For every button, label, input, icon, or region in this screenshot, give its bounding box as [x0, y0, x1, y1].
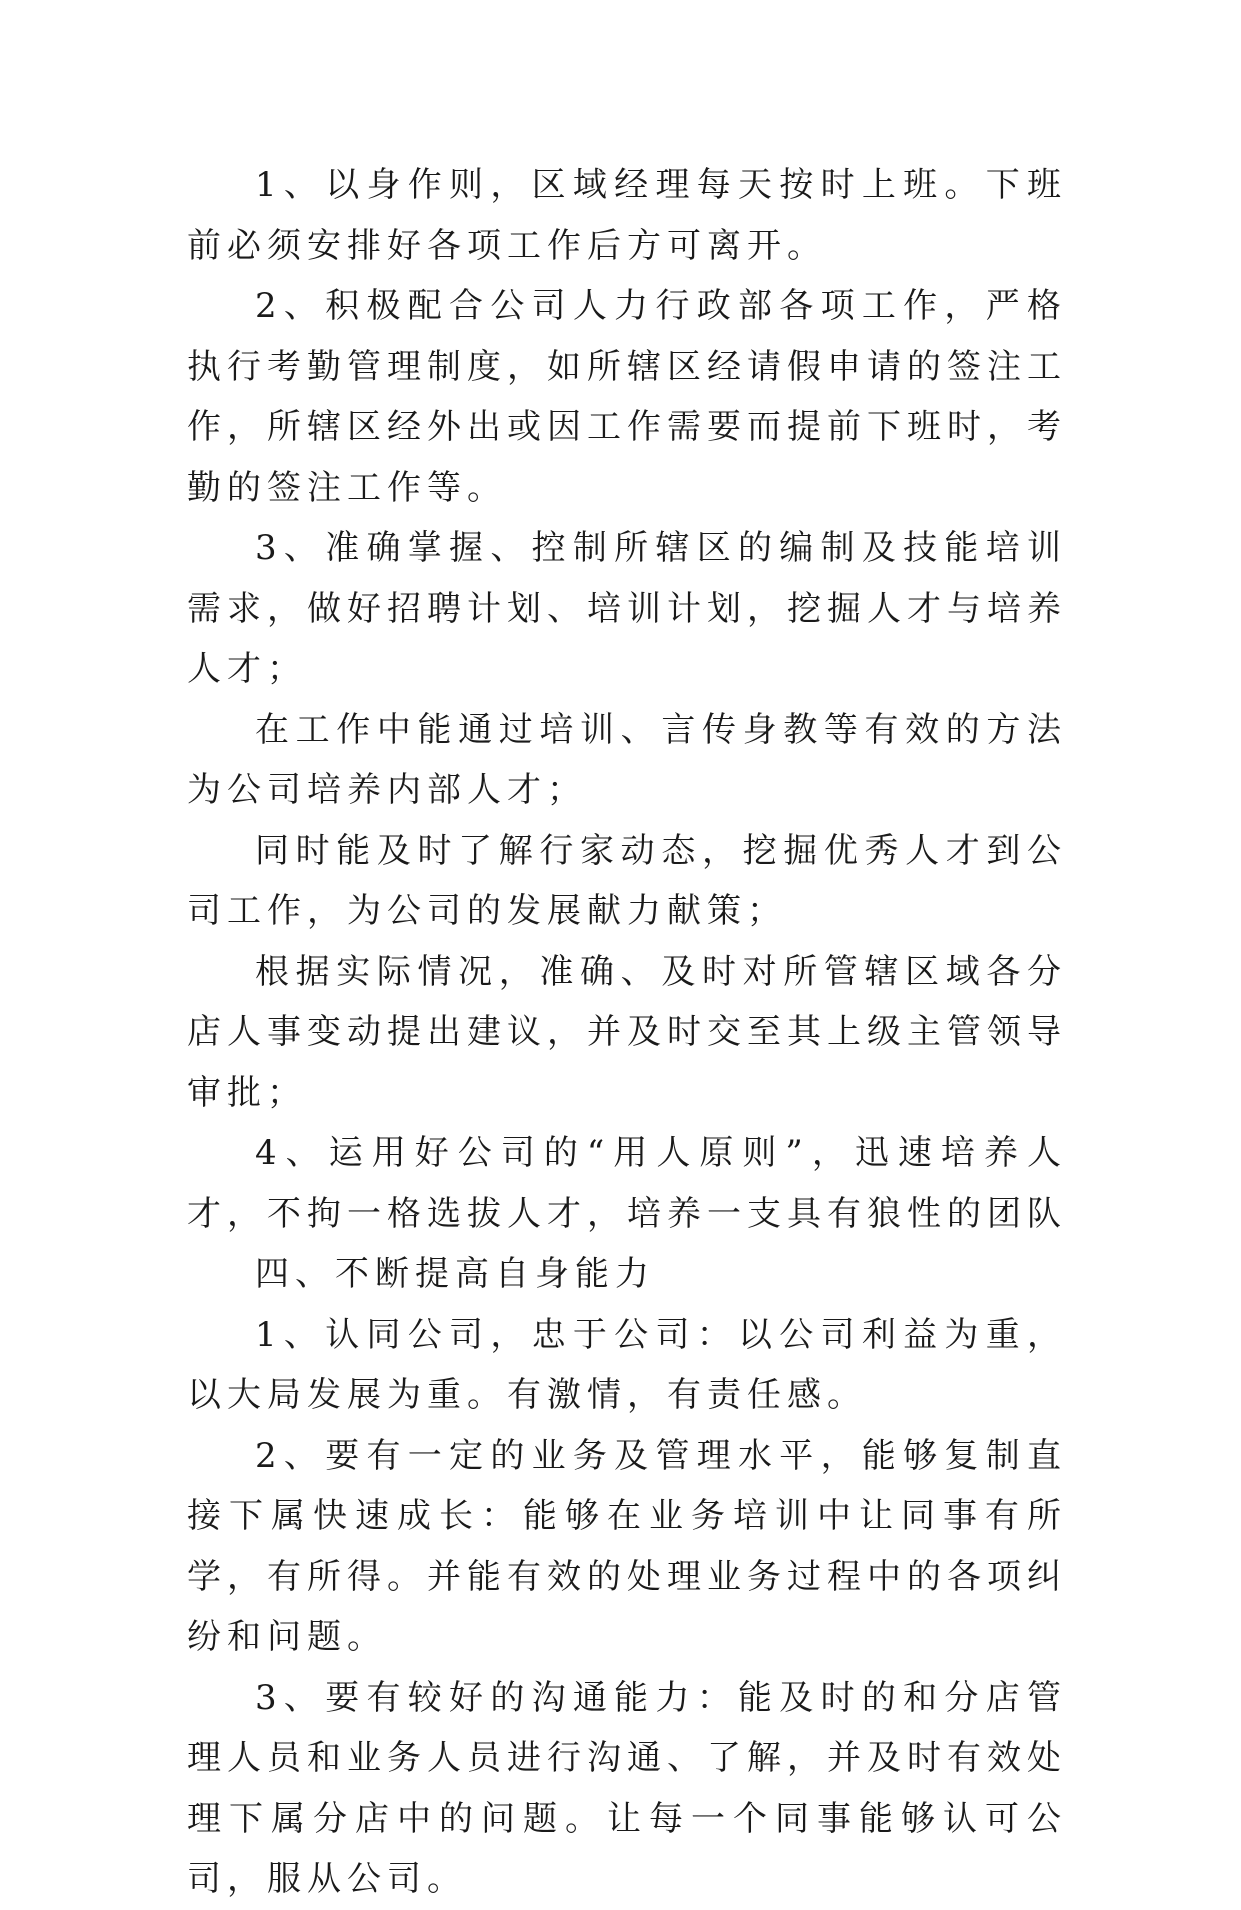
paragraph-7: 4、运用好公司的“用人原则”，迅速培养人才，不拘一格选拔人才，培养一支具有狼性的团队 — [187, 1133, 1067, 1234]
section-heading: 四、不断提高自身能力 — [255, 1254, 655, 1294]
paragraph-9: 2、要有一定的业务及管理水平，能够复制直接下属快速成长：能够在业务培训中让同事有所学，有所得。并能有效的处理业务过程中的各项纠纷和问题。 — [187, 1435, 1067, 1657]
paragraph-5: 同时能及时了解行家动态，挖掘优秀人才到公司工作，为公司的发展献力献策； — [187, 830, 1067, 931]
paragraph-3: 3、准确掌握、控制所辖区的编制及技能培训需求，做好招聘计划、培训计划，挖掘人才与培养人才； — [187, 528, 1067, 689]
paragraph-10: 3、要有较好的沟通能力：能及时的和分店管理人员和业务人员进行沟通、了解，并及时有效处理下属分店中的问题。让每一个同事能够认可公司，服从公司。 — [187, 1677, 1067, 1899]
paragraph-6: 根据实际情况，准确、及时对所管辖区域各分店人事变动提出建议，并及时交至其上级主管领导审批； — [187, 951, 1067, 1113]
paragraph-1: 1、以身作则，区域经理每天按时上班。下班前必须安排好各项工作后方可离开。 — [187, 165, 1067, 266]
document-body — [187, 155, 1067, 1910]
paragraph-2: 2、积极配合公司人力行政部各项工作，严格执行考勤管理制度，如所辖区经请假申请的签注工作，所辖区经外出或因工作需要而提前下班时，考勤的签注工作等。 — [187, 286, 1067, 508]
paragraph-8: 1、认同公司，忠于公司：以公司利益为重，以大局发展为重。有激情，有责任感。 — [187, 1314, 1067, 1415]
paragraph-4: 在工作中能通过培训、言传身教等有效的方法为公司培养内部人才； — [187, 709, 1067, 810]
